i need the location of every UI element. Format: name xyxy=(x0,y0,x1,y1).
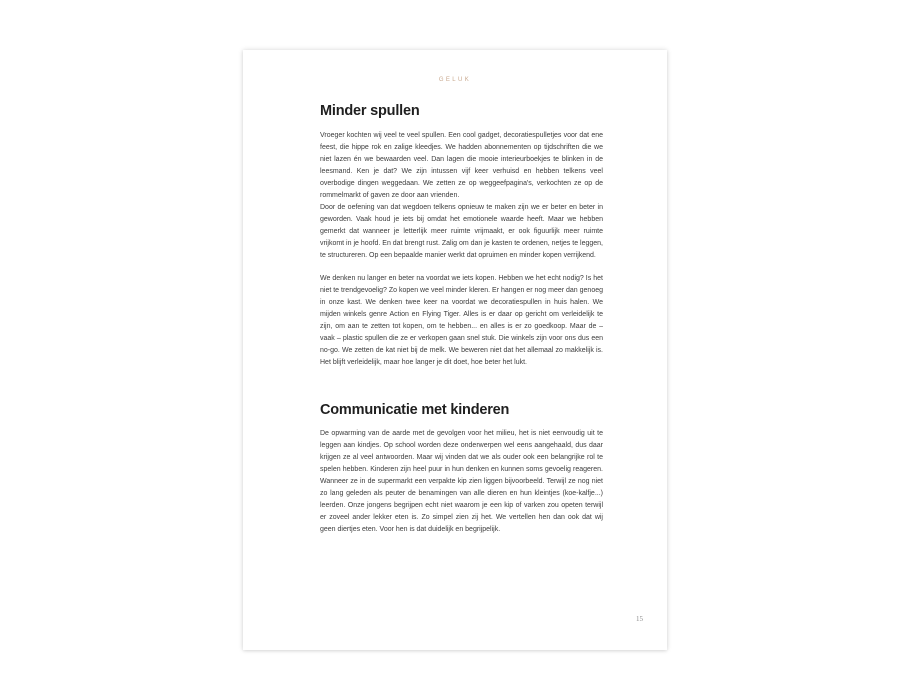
running-head: GELUK xyxy=(438,77,472,83)
paragraph: Vroeger kochten wij veel te veel spullen. Een cool gadget, decoratiespulletjes voor dat ene feest, die hippe rok en zalige kleedjes. We hadden abonnementen op tijdschriften die we niet lazen én we bewaarden veel. Dan lagen die mooie interieurboekjes te blinken in de leesmand. Ken je dat? We zijn intussen vijf keer verhuisd en hebben telkens veel overbodige dingen weggedaan. We zetten ze op weggeefpagina's, verkochten ze op de rommelmarkt of gaven ze door aan vrienden. xyxy=(320,132,603,199)
paragraph: We denken nu langer en beter na voordat we iets kopen. Hebben we het echt nodig? Is het niet te trendgevoelig? Zo kopen we veel minder kleren. Er hangen er nog meer dan genoeg in onze kast. We denken twee keer na voordat we decoratiespullen in huis halen. We mijden winkels genre Action en Flying Tiger. Alles is er daar op gericht om verleidelijk te zijn, om aan te zetten tot kopen, om te hebben... en alles is er zo goedkoop. Maar de – vaak – plastic spullen die ze er verkopen gaan snel stuk. Die winkels zijn voor ons dus een no-go. We zetten de kat niet bij de melk. We beweren niet dat het allemaal zo makkelijk is. Het blijft verleidelijk, maar hoe langer je dit doet, hoe beter het lukt. xyxy=(320,275,603,366)
section-heading-minder-spullen: Minder spullen xyxy=(320,103,420,119)
paragraph: De opwarming van de aarde met de gevolgen voor het milieu, het is niet eenvoudig uit te leggen aan kindjes. Op school worden deze onderwerpen wel eens aangehaald, dus daar krijgen ze al veel antwoorden. Maar wij vinden dat we als ouder ook een belangrijke rol te spelen hebben. Kinderen zijn heel puur in hun denken en kunnen soms gevoelig reageren. Wanneer ze in de supermarkt een verpakte kip zien liggen bijvoorbeeld. Terwijl ze nog niet zo lang geleden als peuter de benamingen van alle dieren en hun kleintjes (koe-kalfje...) leerden. Onze jongens begrijpen echt niet waarom je een kip of varken zou opeten terwijl er zoveel ander lekker eten is. Zo simpel zien zij het. We vertellen hen dan ook dat wij geen diertjes eten. Voor hen is dat duidelijk en begrijpelijk. xyxy=(320,430,603,533)
page-content xyxy=(320,101,603,536)
section-heading-communicatie: Communicatie met kinderen xyxy=(320,402,510,418)
page-number: 15 xyxy=(636,615,643,623)
book-page xyxy=(243,50,667,650)
paragraph: Door de oefening van dat wegdoen telkens opnieuw te maken zijn we er beter en beter in geworden. Vaak houd je iets bij omdat het emotionele waarde heeft. Maar we hebben gemerkt dat wanneer je letterlijk meer ruimte vrijmaakt, er ook figuurlijk meer ruimte vrijkomt in je hoofd. En dat brengt rust. Zalig om dan je kasten te ordenen, netjes te leggen, te structureren. Op een bepaalde manier werkt dat opruimen en minder kopen verrijkend. xyxy=(320,204,603,259)
